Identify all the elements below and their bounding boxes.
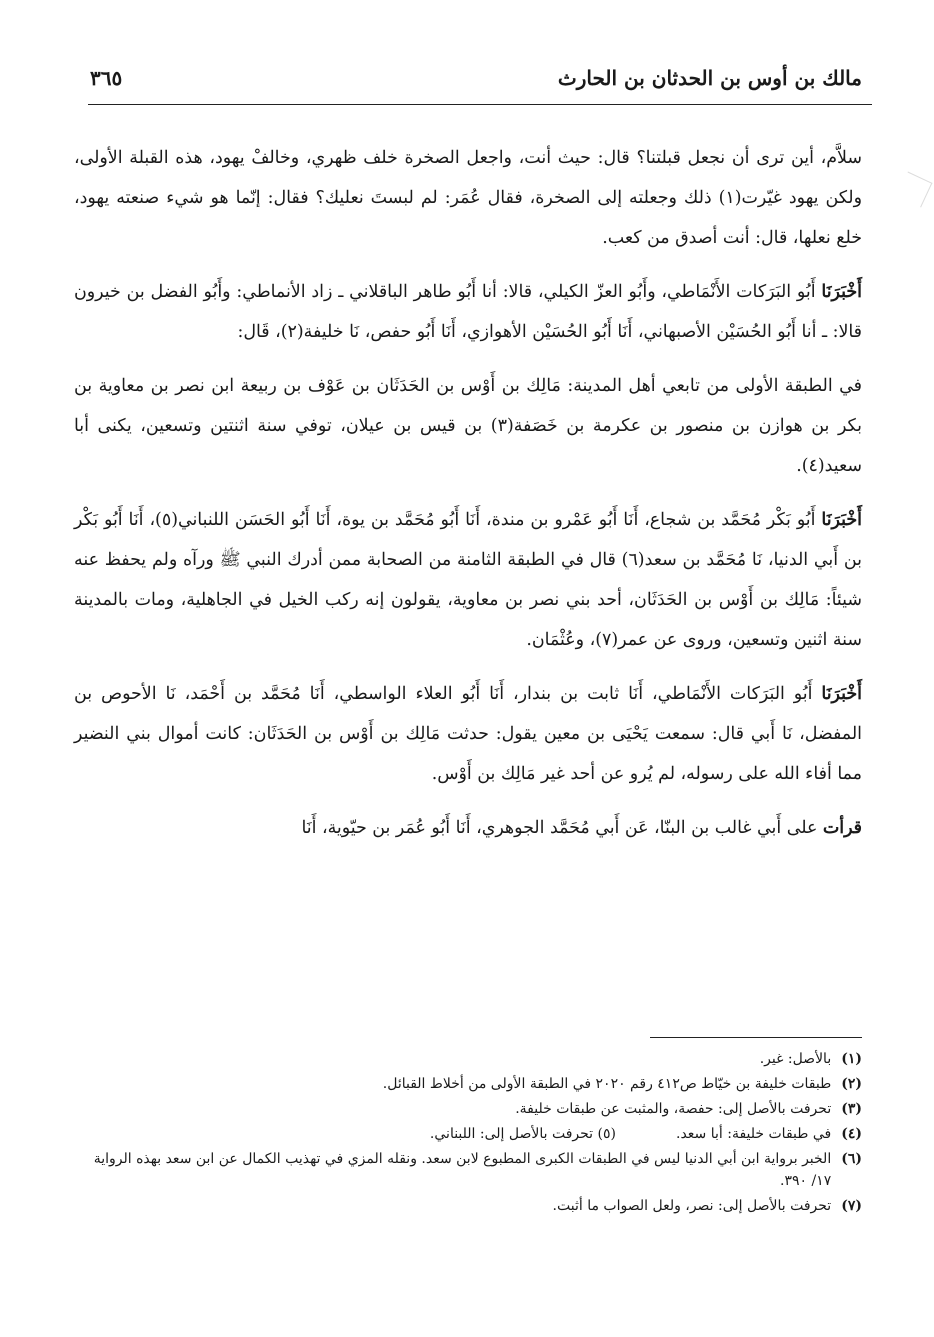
scan-artifact [897,172,933,208]
paragraph: في الطبقة الأولى من تابعي أهل المدينة: مَالِك بن أَوْس بن الحَدَثَان بن عَوْف بن ربيعة ابن نصر بن معاوية بن بكر بن هوازن بن منصور بن عكرمة بن خَصَفة(٣) بن قيس بن عيلان، توفي سنة اثنتين وتسعين، يكنى أبا سعيد(٤). [74,376,862,476]
paragraph-lead-word: قرأت [822,818,862,838]
header-rule [88,104,872,105]
footnote: (٢) طبقات خليفة بن خيّاط ص٤١٢ رقم ٢٠٢٠ في الطبقة الأولى من أخلاط القبائل. [382,1076,862,1092]
footnote-inline: (٥) تحرفت بالأصل إلى: اللبناني. [429,1126,616,1142]
footnote-rule [650,1037,862,1038]
paragraph: أَخْبَرَنَا أَبُو البَرَكات الأَنْمَاطي، أَنَا ثابت بن بندار، أَنَا أَبُو العلاء الواسطي، أَنَا مُحَمَّد بن أَحْمَد، نَا الأحوص بن المفضل، نَا أَبي قال: سمعت يَحْيَى بن معين يقول: حدثت مَالِك بن أَوْس بن الحَدَثَان: كانت أموال بني النضير مما أفاء الله على رسوله، لم يُرو عن أحد غير مَالِك بن أَوْس. [74,684,862,784]
paragraph: سلاَّم، أين ترى أن نجعل قبلتنا؟ قال: حيث أنت، واجعل الصخرة خلف ظهري، وخالفْ يهود، هذه القبلة الأولى، ولكن يهود غيّرت(١) ذلك وجعلته إلى الصخرة، فقال عُمَر: لم لبستَ نعليك؟ فقال: إنّما هو شيء صنعته يهود، خلع نعلها، قال: أنت أصدق من كعب. [74,148,862,248]
footnote: (١) بالأصل: غير. [759,1051,862,1067]
footnotes [72,1045,862,1220]
footnote: (٧) تحرفت بالأصل إلى: نصر، ولعل الصواب ما أثبت. [552,1198,862,1214]
paragraph: أَخْبَرَنَا أَبُو البَرَكات الأَنْمَاطي، وأَبُو العزّ الكيلي، قالا: أنا أَبُو طاهر الباقلاني ـ زاد الأنماطي: وأَبُو الفضل بن خيرون قالا: ـ أنا أَبُو الحُسَيْن الأصبهاني، أَنَا أَبُو الحُسَيْن الأهوازي، أَنَا أَبُو حفص، نَا خليفة(٢)، قَال: [74,282,862,342]
page-number: ٣٦٥ [90,66,123,90]
paragraph: قرأت على أَبي غالب بن البنّا، عَن أَبي مُحَمَّد الجوهري، أَنَا أَبُو عُمَر بن حيّوية، أَنَا [301,818,862,838]
main-text [74,138,862,862]
paragraph-lead-word: أَخْبَرَنَا [821,684,862,704]
paragraph-lead-word: أَخْبَرَنَا [821,282,862,302]
footnote: (٣) تحرفت بالأصل إلى: حفصة، والمثبت عن طبقات خليفة. [515,1101,862,1117]
paragraph: أَخْبَرَنَا أَبُو بَكْر مُحَمَّد بن شجاع، أَنَا أَبُو عَمْرو بن مندة، أَنَا أَبُو مُحَمَّد بن يوة، أَنَا أَبُو الحَسَن اللنباني(٥)، أَنَا أَبُو بَكْر بن أَبي الدنيا، نَا مُحَمَّد بن سعد(٦) قال في الطبقة الثامنة من الصحابة ممن أدرك النبي ﷺ ورآه ولم يحفظ عنه شيئاً: مَالِك بن أَوْس بن الحَدَثَان، أحد بني نصر بن معاوية، يقولون إنه ركب الخيل في الجاهلية، ومات بالمدينة سنة اثنين وتسعين، وروى عن عمر(٧)، وعُثْمَان. [74,510,862,650]
running-title: مالك بن أوس بن الحدثان بن الحارث [557,66,862,90]
footnote: (٦) الخبر برواية ابن أبي الدنيا ليس في الطبقات الكبرى المطبوع لابن سعد. ونقله المزي في تهذيب الكمال عن ابن سعد بهذه الرواية ١٧/ ٣٩٠. [93,1151,862,1189]
paragraph-lead-word: أَخْبَرَنَا [821,510,862,530]
footnote: (٤) في طبقات خليفة: أبا سعد. (٥) تحرفت بالأصل إلى: اللبناني. [72,1123,862,1145]
